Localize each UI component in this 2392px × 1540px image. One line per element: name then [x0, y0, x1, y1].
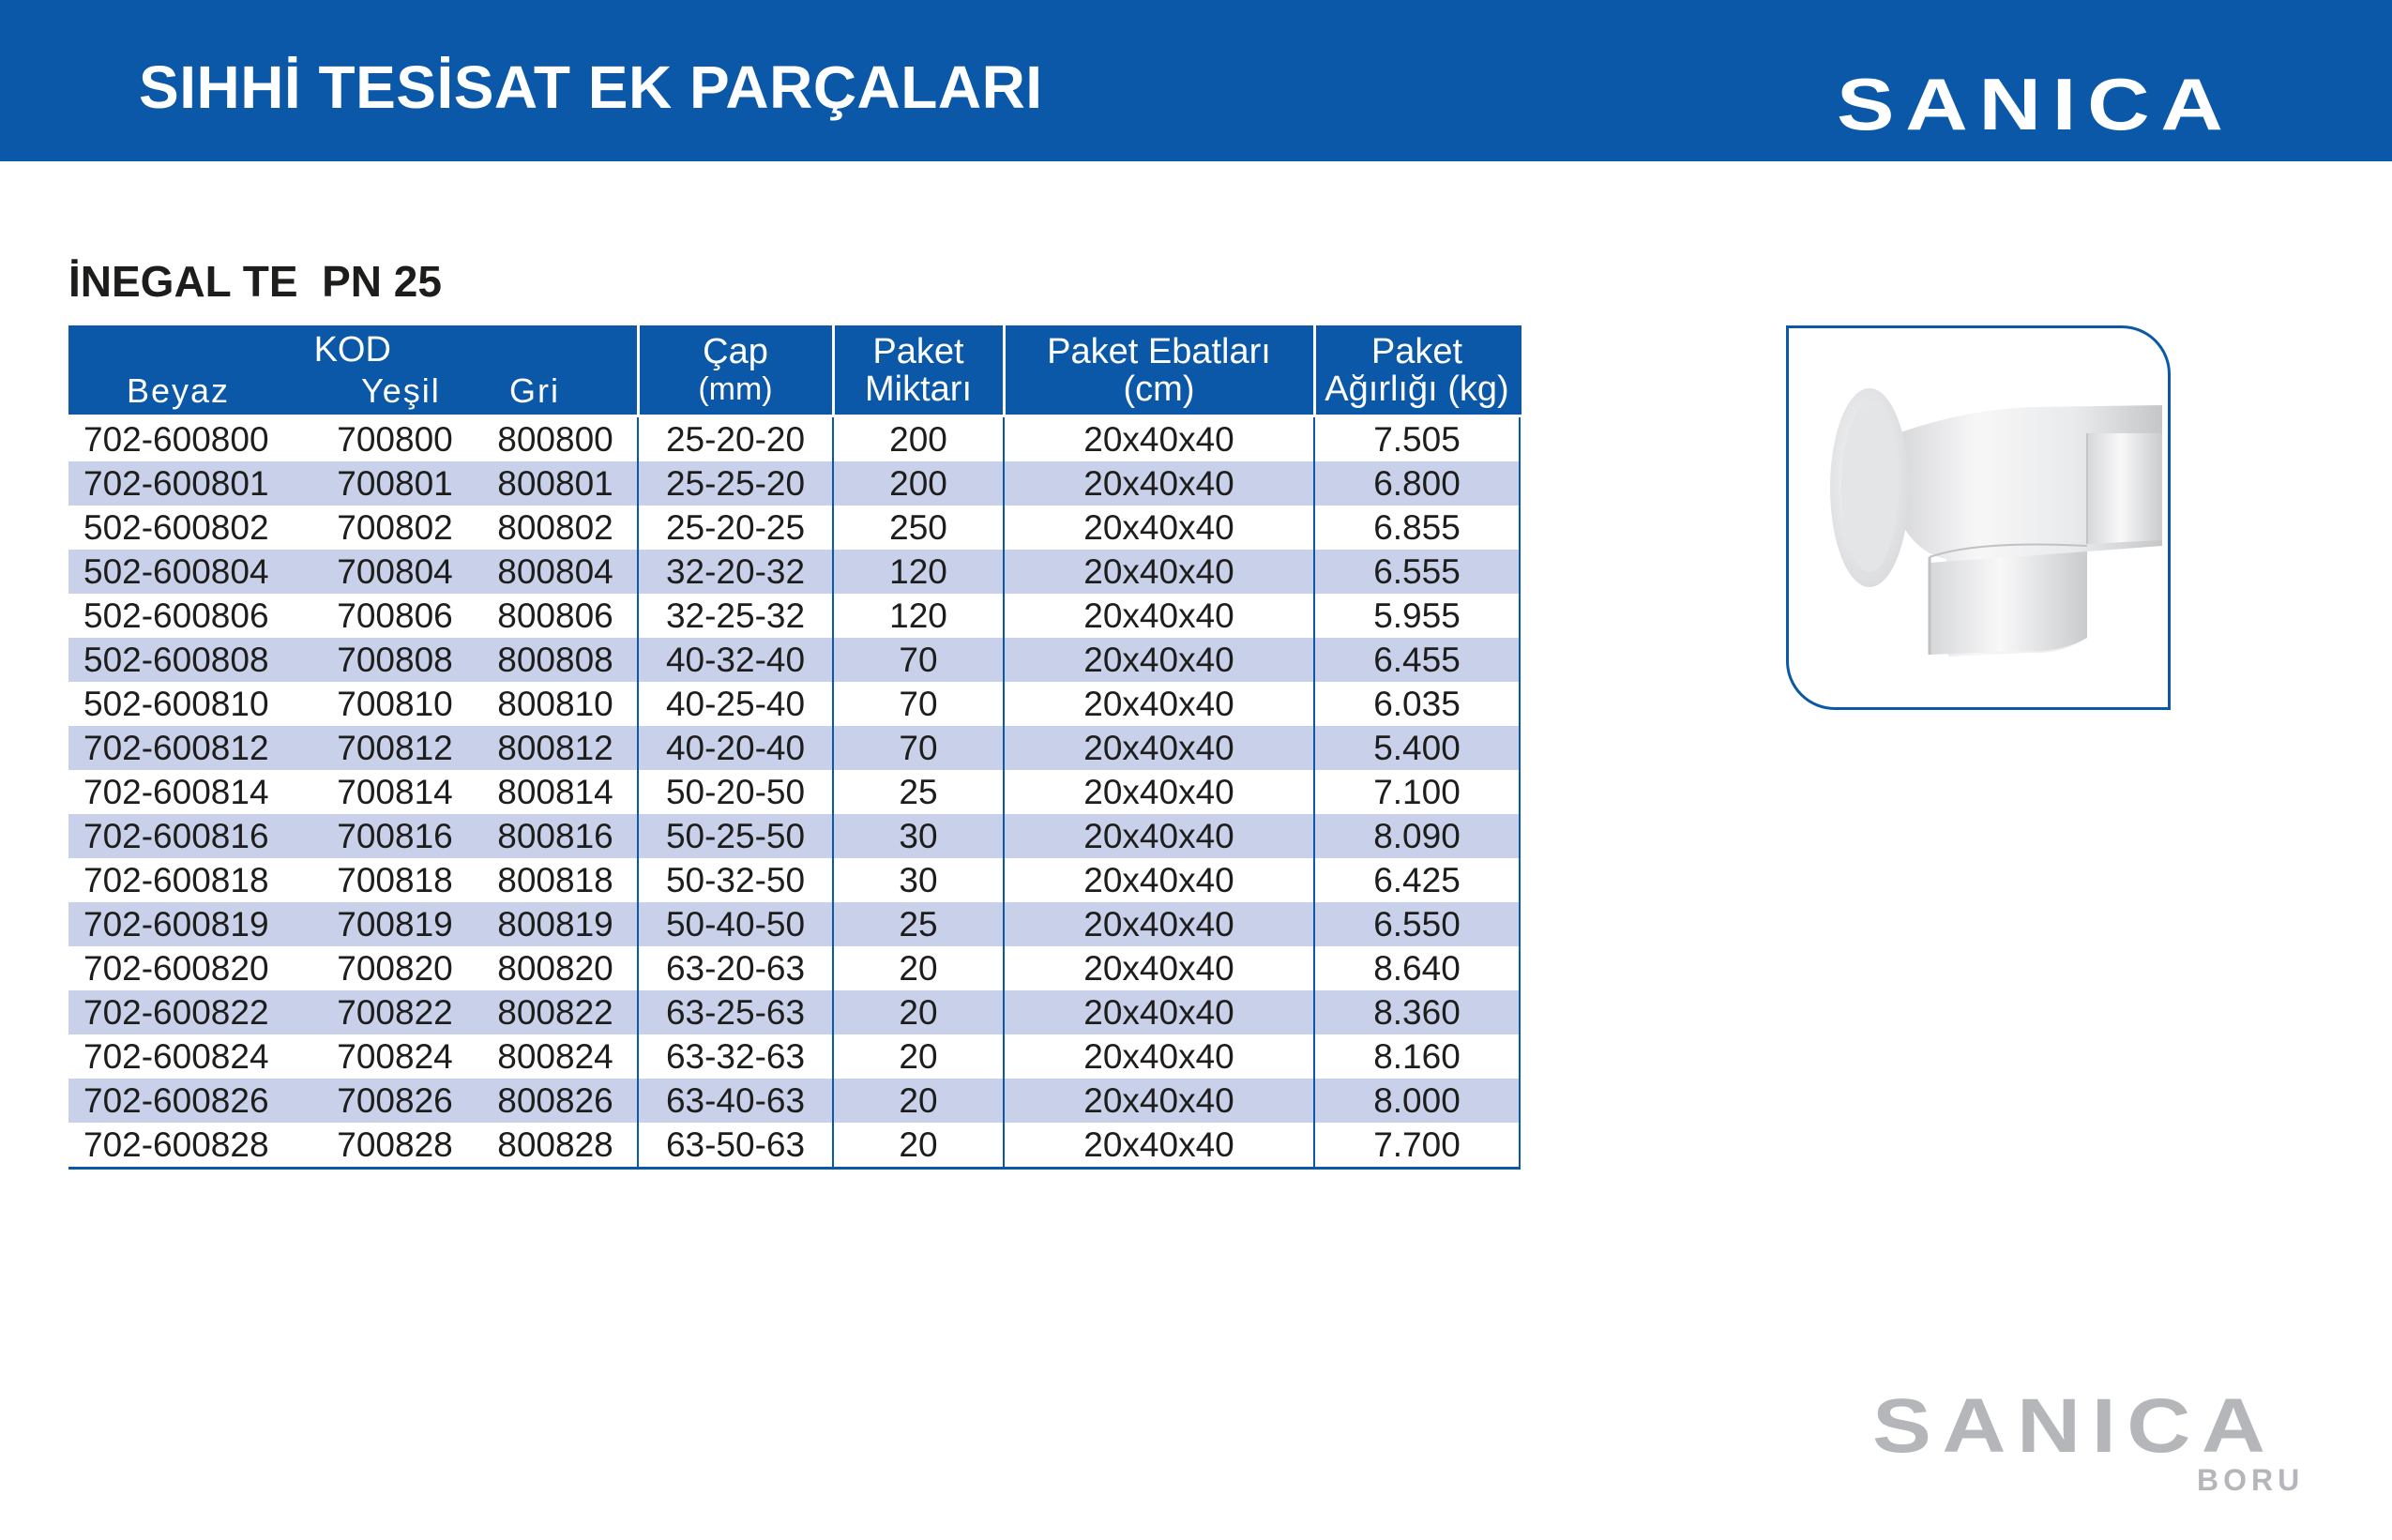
product-table-wrapper [68, 325, 1520, 1170]
cell-beyaz: 702-600826 [68, 1079, 316, 1123]
cell-ebat: 20x40x40 [1004, 1079, 1314, 1123]
cell-beyaz: 702-600828 [68, 1123, 316, 1169]
cell-ebat: 20x40x40 [1004, 858, 1314, 902]
cell-ebat: 20x40x40 [1004, 638, 1314, 682]
cell-cap: 63-25-63 [638, 990, 833, 1034]
cell-miktar: 25 [833, 902, 1004, 946]
table-row [68, 416, 1520, 462]
cell-gri: 800806 [474, 594, 638, 638]
cell-miktar: 20 [833, 1079, 1004, 1123]
cell-cap: 25-20-20 [638, 416, 833, 462]
cell-gri: 800822 [474, 990, 638, 1034]
cell-yesil: 700828 [316, 1123, 474, 1169]
table-row [68, 946, 1520, 990]
table-row [68, 858, 1520, 902]
cell-gri: 800826 [474, 1079, 638, 1123]
cell-yesil: 700819 [316, 902, 474, 946]
cell-miktar: 30 [833, 814, 1004, 858]
cell-ebat: 20x40x40 [1004, 416, 1314, 462]
cell-gri: 800819 [474, 902, 638, 946]
table-row [68, 594, 1520, 638]
cell-ebat: 20x40x40 [1004, 990, 1314, 1034]
cell-yesil: 700816 [316, 814, 474, 858]
cell-ebat: 20x40x40 [1004, 1034, 1314, 1079]
cell-beyaz: 702-600824 [83, 1037, 269, 1076]
header-cap-line2: (mm) [698, 370, 773, 407]
tee-fitting-photo-icon [1789, 328, 2168, 707]
table-row [68, 1123, 1520, 1169]
cell-cap: 50-40-50 [638, 902, 833, 946]
table-row [68, 770, 1520, 814]
header-kod [68, 325, 638, 416]
cell-agirlik: 6.035 [1314, 682, 1520, 726]
cell-agirlik: 6.800 [1314, 461, 1520, 506]
cell-miktar: 250 [833, 506, 1004, 550]
table-row [68, 726, 1520, 770]
header-miktar-line2: Miktarı [865, 369, 972, 409]
table-row [68, 814, 1520, 858]
cell-yesil: 700808 [316, 638, 474, 682]
cell-cap: 25-20-25 [638, 506, 833, 550]
cell-cap: 63-40-63 [638, 1079, 833, 1123]
header-miktar [833, 325, 1004, 416]
cell-gri: 800812 [474, 726, 638, 770]
cell-agirlik: 6.550 [1314, 902, 1520, 946]
cell-ebat: 20x40x40 [1004, 770, 1314, 814]
cell-ebat: 20x40x40 [1004, 814, 1314, 858]
cell-ebat: 20x40x40 [1004, 1123, 1314, 1169]
header-ebat-line2: (cm) [1123, 369, 1195, 409]
cell-cap: 32-25-32 [638, 594, 833, 638]
page-title: SIHHİ TESİSAT EK PARÇALARI [139, 53, 1043, 121]
header-cap-line1: Çap [703, 331, 768, 371]
cell-agirlik: 7.700 [1314, 1123, 1520, 1169]
cell-yesil: 700818 [337, 861, 453, 899]
cell-beyaz: 502-600804 [68, 550, 316, 594]
cell-ebat: 20x40x40 [1004, 902, 1314, 946]
cell-agirlik: 8.360 [1314, 990, 1520, 1034]
cell-gri: 800816 [474, 814, 638, 858]
cell-agirlik: 7.505 [1314, 416, 1520, 462]
cell-ebat: 20x40x40 [1004, 726, 1314, 770]
cell-agirlik: 8.000 [1314, 1079, 1520, 1123]
table-row [68, 1034, 1520, 1079]
cell-miktar: 20 [833, 990, 1004, 1034]
cell-agirlik: 6.425 [1314, 858, 1520, 902]
cell-beyaz: 702-600819 [68, 902, 316, 946]
cell-agirlik: 7.100 [1314, 770, 1520, 814]
cell-yesil: 700822 [316, 990, 474, 1034]
header-agirlik-line1: Paket [1370, 331, 1463, 371]
cell-yesil: 700824 [337, 1037, 453, 1076]
cell-ebat: 20x40x40 [1004, 946, 1314, 990]
product-photo-frame [1786, 325, 2171, 710]
cell-yesil: 700804 [316, 550, 474, 594]
cell-beyaz: 702-600822 [68, 990, 316, 1034]
header-kod-label: KOD [313, 330, 391, 370]
product-table [68, 325, 1521, 1170]
cell-gri: 800810 [474, 682, 638, 726]
cell-beyaz: 502-600808 [68, 638, 316, 682]
brand-logo: SANICA [1837, 63, 2234, 145]
header-beyaz: Beyaz [127, 371, 231, 410]
cell-yesil: 700812 [316, 726, 474, 770]
cell-agirlik: 8.090 [1314, 814, 1520, 858]
header-cap [638, 325, 833, 416]
table-row [68, 506, 1520, 550]
cell-cap: 32-20-32 [638, 550, 833, 594]
cell-yesil: 700801 [316, 461, 474, 506]
cell-miktar: 25 [833, 770, 1004, 814]
table-body [68, 416, 1520, 1169]
footer-logo: SANICA [1872, 1383, 2277, 1469]
cell-ebat: 20x40x40 [1004, 682, 1314, 726]
cell-beyaz: 702-600800 [83, 420, 269, 459]
cell-miktar: 120 [833, 594, 1004, 638]
cell-yesil: 700806 [337, 596, 453, 635]
cell-agirlik: 6.455 [1314, 638, 1520, 682]
header-agirlik [1314, 325, 1520, 416]
cell-beyaz: 702-600814 [83, 773, 269, 811]
cell-miktar: 20 [833, 1034, 1004, 1079]
cell-beyaz: 702-600812 [68, 726, 316, 770]
cell-beyaz: 702-600818 [83, 861, 269, 899]
cell-gri: 800808 [474, 638, 638, 682]
cell-gri: 800818 [474, 858, 638, 902]
cell-miktar: 70 [833, 638, 1004, 682]
cell-beyaz: 502-600810 [83, 685, 269, 723]
cell-gri: 800824 [474, 1034, 638, 1079]
table-row [68, 990, 1520, 1034]
cell-beyaz: 502-600806 [83, 596, 269, 635]
table-row [68, 461, 1520, 506]
cell-cap: 40-25-40 [638, 682, 833, 726]
table-row [68, 682, 1520, 726]
header-ebat [1004, 325, 1314, 416]
cell-miktar: 70 [833, 682, 1004, 726]
cell-miktar: 20 [833, 1123, 1004, 1169]
cell-cap: 50-25-50 [638, 814, 833, 858]
cell-cap: 40-20-40 [638, 726, 833, 770]
table-row [68, 638, 1520, 682]
header-agirlik-line2: Ağırlığı (kg) [1325, 369, 1509, 409]
cell-gri: 800801 [474, 461, 638, 506]
footer-subtitle: BORU [2197, 1463, 2305, 1497]
table-row [68, 902, 1520, 946]
cell-cap: 50-20-50 [638, 770, 833, 814]
cell-beyaz: 502-600802 [83, 508, 269, 547]
cell-cap: 63-20-63 [638, 946, 833, 990]
cell-agirlik: 5.400 [1314, 726, 1520, 770]
cell-agirlik: 6.555 [1314, 550, 1520, 594]
header-gri: Gri [509, 371, 560, 410]
cell-cap: 63-50-63 [638, 1123, 833, 1169]
table-row [68, 550, 1520, 594]
cell-yesil: 700800 [337, 420, 453, 459]
cell-gri: 800804 [474, 550, 638, 594]
cell-miktar: 20 [833, 946, 1004, 990]
table-row [68, 1079, 1520, 1123]
cell-beyaz: 702-600801 [68, 461, 316, 506]
cell-cap: 50-32-50 [638, 858, 833, 902]
cell-yesil: 700810 [337, 685, 453, 723]
cell-miktar: 30 [833, 858, 1004, 902]
header-ebat-line1: Paket Ebatları [1047, 331, 1271, 371]
cell-miktar: 120 [833, 550, 1004, 594]
cell-gri: 800828 [474, 1123, 638, 1169]
header-yesil: Yeşil [361, 371, 441, 410]
cell-gri: 800814 [474, 770, 638, 814]
cell-gri: 800802 [474, 506, 638, 550]
cell-ebat: 20x40x40 [1004, 506, 1314, 550]
cell-beyaz: 702-600816 [68, 814, 316, 858]
cell-agirlik: 6.855 [1314, 506, 1520, 550]
cell-cap: 40-32-40 [638, 638, 833, 682]
header-miktar-line1: Paket [872, 331, 964, 371]
table-header-row [68, 325, 1520, 416]
cell-miktar: 200 [833, 461, 1004, 506]
cell-agirlik: 8.640 [1314, 946, 1520, 990]
cell-ebat: 20x40x40 [1004, 461, 1314, 506]
cell-agirlik: 8.160 [1314, 1034, 1520, 1079]
cell-yesil: 700826 [316, 1079, 474, 1123]
section-title: İNEGAL TE PN 25 [68, 257, 442, 306]
cell-agirlik: 5.955 [1314, 594, 1520, 638]
cell-miktar: 70 [833, 726, 1004, 770]
header-band [0, 0, 2392, 161]
cell-yesil: 700820 [337, 949, 453, 988]
cell-miktar: 200 [833, 416, 1004, 462]
cell-gri: 800820 [474, 946, 638, 990]
cell-gri: 800800 [474, 416, 638, 462]
cell-ebat: 20x40x40 [1004, 550, 1314, 594]
cell-cap: 63-32-63 [638, 1034, 833, 1079]
cell-yesil: 700814 [337, 773, 453, 811]
cell-cap: 25-25-20 [638, 461, 833, 506]
cell-yesil: 700802 [337, 508, 453, 547]
cell-ebat: 20x40x40 [1004, 594, 1314, 638]
cell-beyaz: 702-600820 [83, 949, 269, 988]
